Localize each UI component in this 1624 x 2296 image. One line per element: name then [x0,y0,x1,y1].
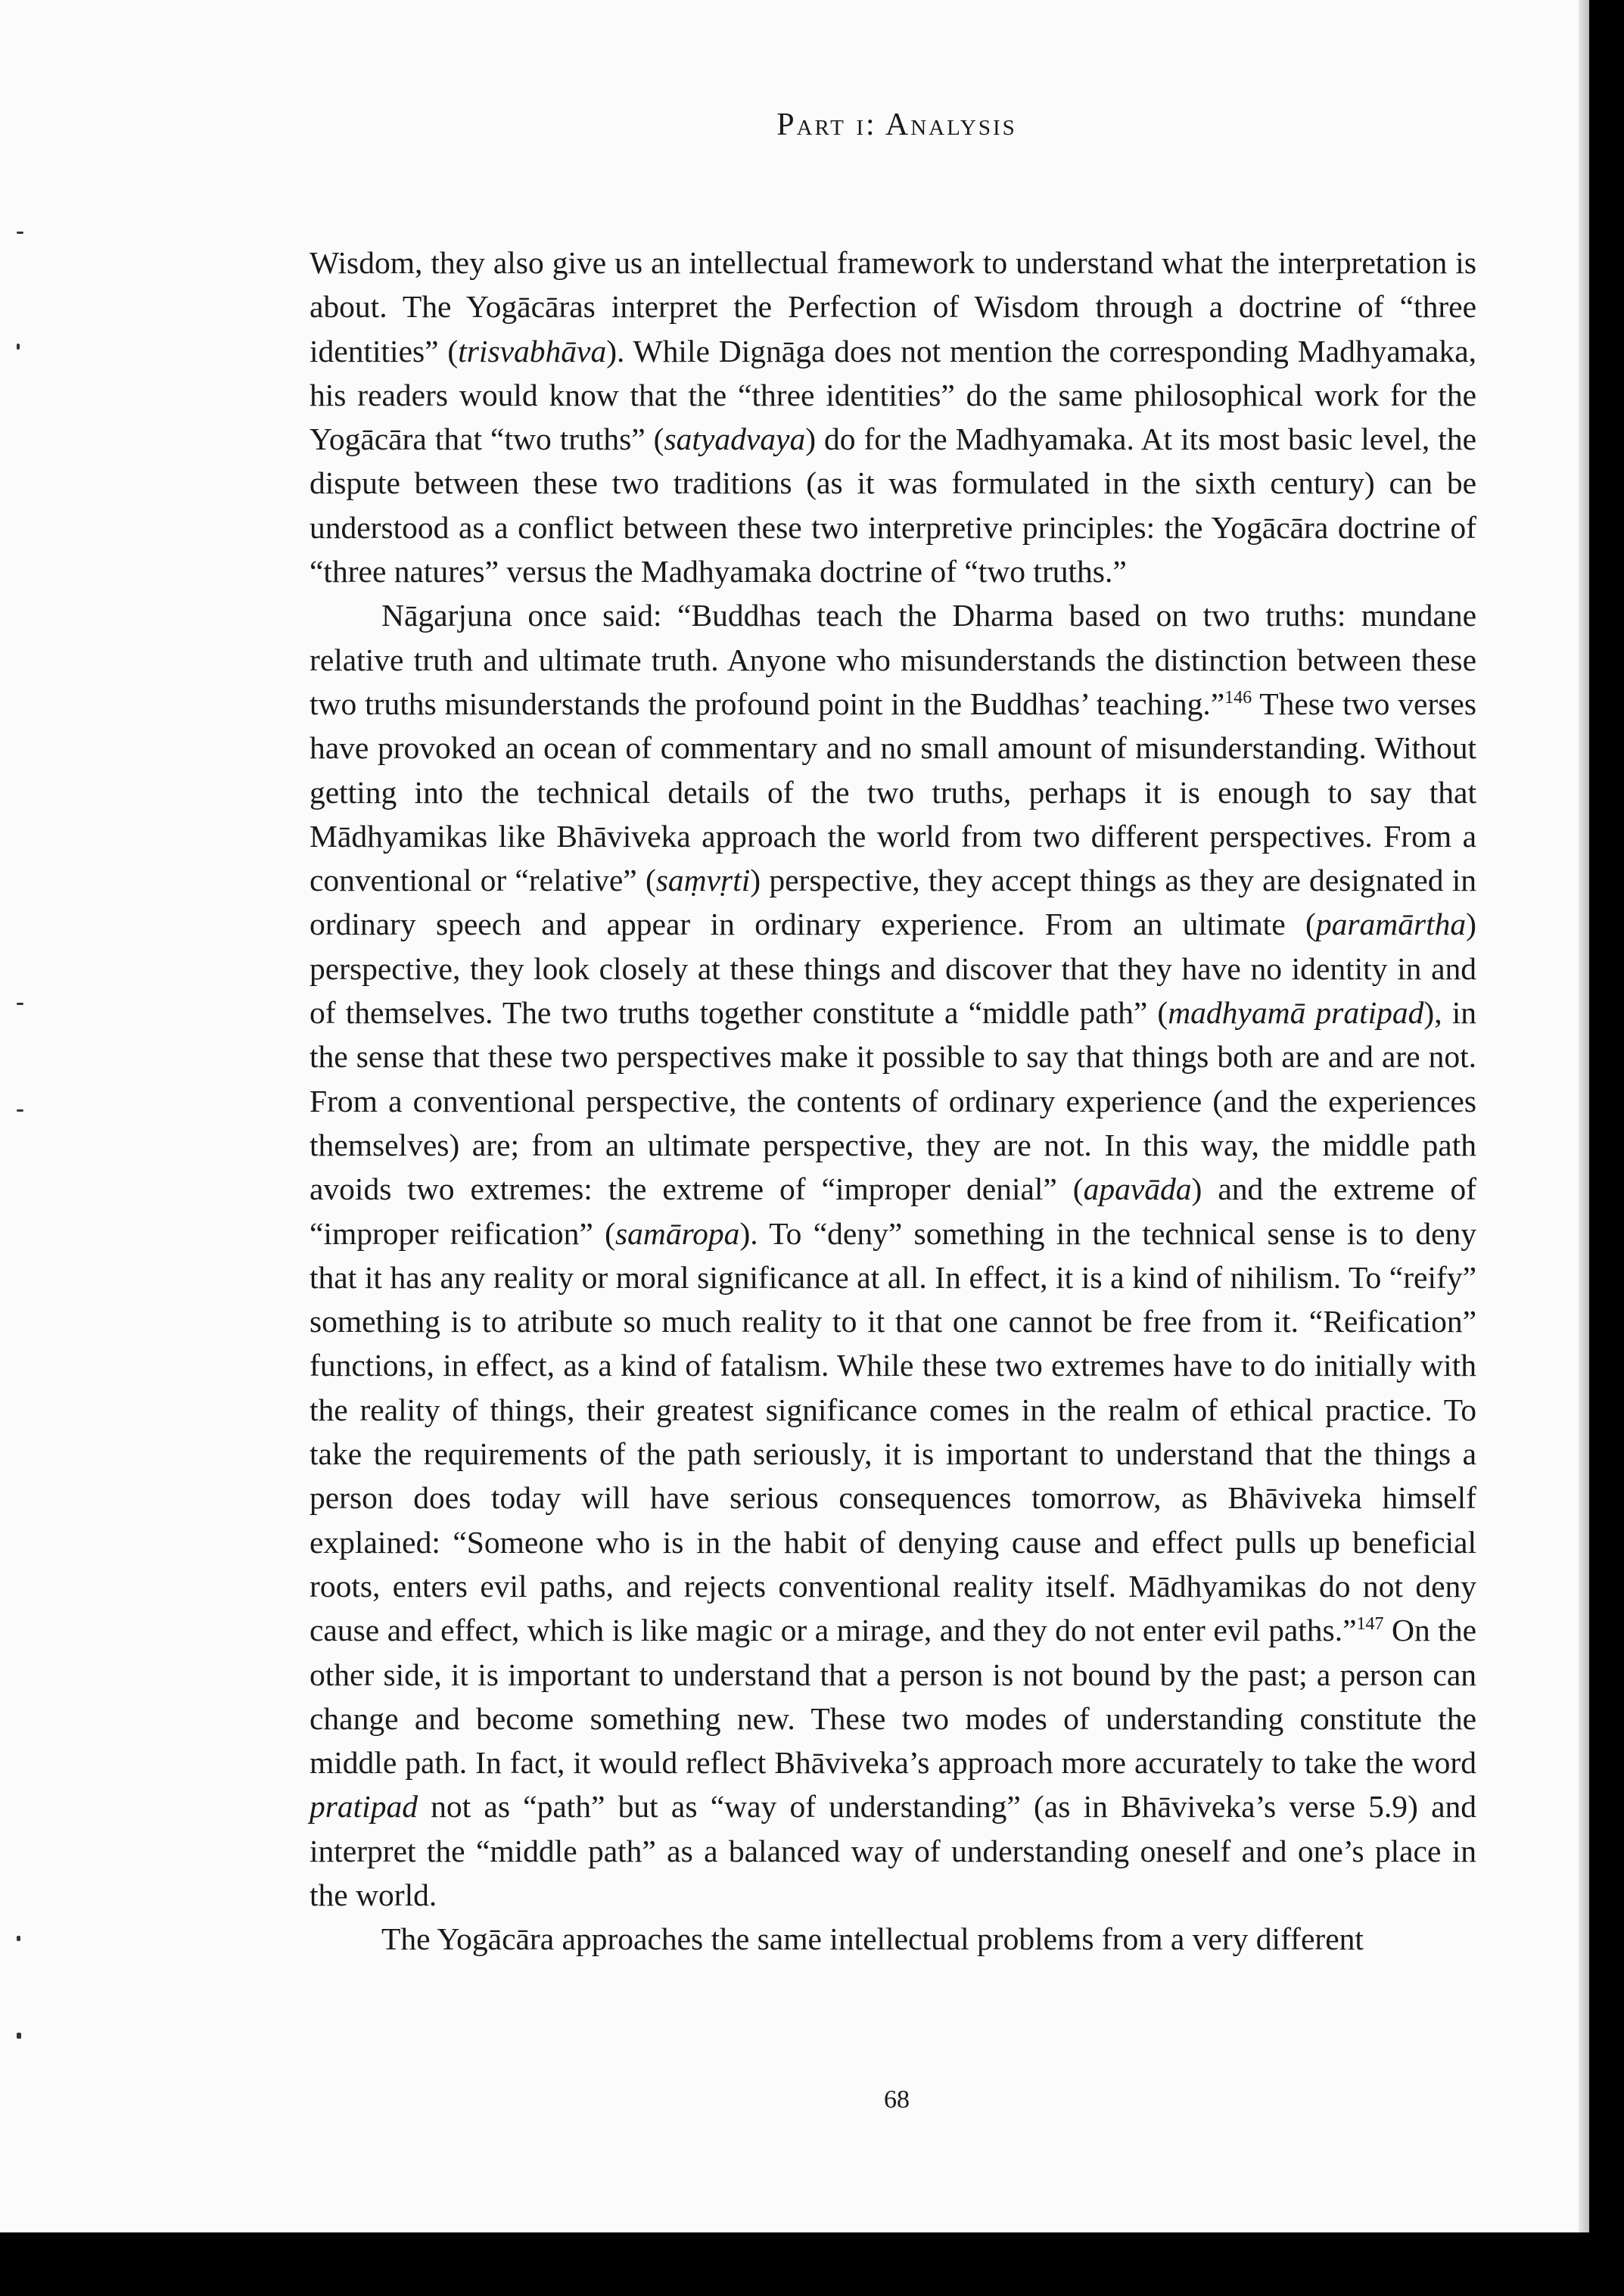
italic-term: saṃvṛti [655,863,751,898]
text-run: Wisdom, they also give us an intellectual framework to understand what the interpretation is about. The Yogācāras interpret the Perfection of Wisdom through a doctrine of “three identities” ( [310,245,1476,369]
text-run: not as “path” but as “way of understanding” (as in Bhāviveka’s verse 5.9) and interpret the “middle path” as a balanced way of understanding oneself and one’s place in the world. [310,1789,1476,1912]
paragraph [310,241,1476,593]
text-run: Nāgarjuna once said: “Buddhas teach the Dharma based on two truths: mundane relative truth and ultimate truth. Anyone who misunderstands the distinction between these two truths misunderstands the profound point in the Buddhas’ teaching.” [310,598,1476,721]
text-run: ). To “deny” something in the technical sense is to deny that it has any reality or moral significance at all. In effect, it is a kind of nihilism. To “reify” something is to atribute so much reality to it that one cannot be free from it. “Reification” functions, in effect, as a kind of fatalism. While these two extremes have to do initially with the reality of things, their greatest significance comes in the realm of ethical practice. To take the requirements of the path seriously, it is important to understand that the things a person does today will have serious consequences tomorrow, as Bhāviveka himself explained: “Someone who is in the habit of denying cause and effect pulls up beneficial roots, enters evil paths, and rejects conventional reality itself. Mādhyamikas do not deny cause and effect, which is like magic or a mirage, and they do not enter evil paths.” [310,1215,1476,1648]
text-run: ) perspective, they accept things as they are designated in ordinary speech and appear in ordinary experience. From an ultimate ( [310,863,1477,942]
page-number: 68 [884,2086,910,2114]
paragraph [310,1917,1476,1961]
text-run: ) perspective, they look closely at these things and discover that they have no identity in and of themselves. The two truths together constitute a “middle path” ( [310,907,1476,1031]
text-run: These two verses have provoked an ocean of commentary and no small amount of misunderstanding. Without getting into the technical details of the two truths, perhaps it is enough to say that Mādhyamikas like Bhāviveka approach the world from two different perspectives. From a conventional or “relative” ( [310,686,1476,898]
italic-term: apavāda [1083,1171,1192,1207]
scan-speck [17,232,23,234]
footnote-ref: 147 [1356,1614,1384,1635]
text-run: ) do for the Madhyamaka. At its most basic level, the dispute between these two traditions (as it was formulated in the sixth century) can be understood as a conflict between these two interpretive principles: the Yogācāra doctrine of “three natures” versus the Madhyamaka doctrine of “two truths.” [310,422,1476,590]
italic-term: pratipad [310,1789,418,1825]
text-run: ). While Dignāga does not mention the corresponding Madhyamaka, his readers would know that the “three identities” do the same philosophical work for the Yogācāra that “two truths” ( [310,333,1476,457]
italic-term: satyadvaya [664,422,806,457]
scan-speck [17,2033,21,2039]
scan-speck [17,344,20,350]
scan-speck [17,1003,23,1005]
italic-term: paramārtha [1315,907,1467,942]
paragraph [310,593,1476,1917]
italic-term: madhyamā pratipad [1168,995,1424,1031]
text-run: ) and the extreme of “improper reification” ( [310,1171,1476,1251]
body-text [310,241,1476,1962]
italic-term: samāropa [614,1215,740,1251]
italic-term: trisvabhāva [458,333,607,369]
page-edge-shadow [1579,0,1589,2232]
text-run: The Yogācāra approaches the same intellectual problems from a very different [381,1921,1364,1957]
text-run: ), in the sense that these two perspectives make it possible to say that things both are and are not. From a conventional perspective, the contents of ordinary experience (and the experiences themselves) are; from an ultimate perspective, they are not. In this way, the middle path avoids two extremes: the extreme of “improper denial” ( [310,995,1476,1207]
running-head: Part i: Analysis [776,107,1017,142]
scan-speck [17,1936,20,1941]
footnote-ref: 146 [1224,687,1252,708]
text-run: On the other side, it is important to understand that a person is not bound by the past; a person can change and become something new. These two modes of understanding constitute the middle path. In fact, it would reflect Bhāviveka’s approach more accurately to take the word [310,1613,1476,1781]
scan-speck [17,1109,23,1112]
